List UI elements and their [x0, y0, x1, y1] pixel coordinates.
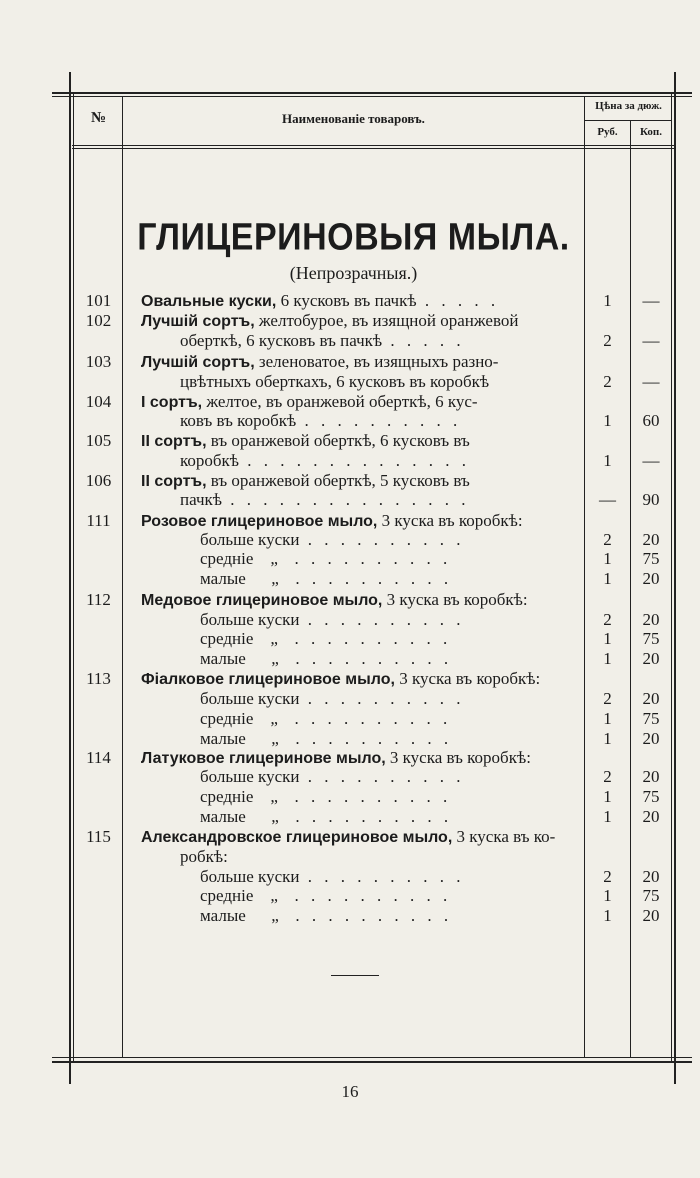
item-name: Лучшій сортъ,: [141, 354, 255, 371]
item-description: [180, 411, 574, 431]
leader-dots: . . . . . . . . . .: [278, 807, 453, 826]
table-row: [0, 906, 700, 926]
item-number: 104: [85, 392, 112, 411]
item-text: 3 куска въ коробкѣ:: [382, 590, 528, 609]
table-row: [0, 511, 700, 531]
table-row: [0, 471, 700, 491]
header-num-label: №: [90, 110, 107, 126]
price-kopecks: 20: [642, 569, 660, 588]
price-rubles: 1: [603, 549, 612, 568]
item-text: средніе „: [200, 787, 278, 806]
item-text: 3 куска въ коробкѣ:: [377, 511, 523, 530]
item-description: [200, 867, 574, 887]
header-kop-label: Коп.: [639, 126, 663, 138]
table-row: [0, 807, 700, 827]
table-row: [0, 569, 700, 589]
table-row: [0, 610, 700, 630]
price-rubles: 1: [603, 787, 612, 806]
price-rubles: 1: [603, 649, 612, 668]
item-description: [141, 352, 574, 373]
item-description: [180, 490, 574, 510]
item-description: [180, 847, 574, 867]
item-description: [200, 530, 574, 550]
table-row: [0, 729, 700, 749]
price-rubles: 1: [603, 629, 612, 648]
item-text: ковъ въ коробкѣ: [180, 411, 297, 430]
item-text: 3 куска въ коробкѣ:: [394, 669, 541, 688]
item-name: Медовое глицериновое мыло,: [141, 592, 383, 609]
item-number: 113: [86, 669, 111, 688]
item-text: пачкѣ: [180, 490, 223, 509]
leader-dots: . . . . . . . . . .: [299, 610, 465, 629]
leader-dots: . . . . . . . . . . . . . .: [239, 451, 471, 470]
item-text: малые „: [200, 807, 279, 826]
item-text: цвѣтныхъ оберткахъ, 6 кусковъ въ коробкѣ: [180, 372, 490, 391]
item-number: 102: [85, 311, 112, 330]
price-rubles: 1: [603, 291, 612, 310]
item-description: [180, 451, 574, 471]
item-description: [141, 431, 574, 452]
price-kopecks: —: [642, 291, 660, 310]
item-number: 115: [86, 827, 111, 846]
item-text: больше куски: [200, 867, 300, 886]
item-number: 105: [85, 431, 112, 450]
price-rubles: 1: [603, 729, 612, 748]
table-row: [0, 411, 700, 431]
price-rubles: 2: [603, 610, 612, 629]
item-text: больше куски: [200, 610, 300, 629]
table-row: [0, 549, 700, 569]
table-row: [0, 451, 700, 471]
item-text: малые „: [200, 569, 279, 588]
item-text: больше куски: [200, 767, 300, 786]
item-text: больше куски: [200, 689, 300, 708]
frame-top-rule-1: [52, 92, 692, 94]
item-description: [141, 311, 574, 332]
item-text: средніе „: [200, 709, 278, 728]
item-number: 114: [86, 748, 111, 767]
section-subtitle: (Непрозрачныя.): [289, 263, 418, 283]
leader-dots: . . . . . . . . . .: [299, 767, 465, 786]
leader-dots: . . . . . . . . . .: [299, 867, 465, 886]
item-number: 106: [85, 471, 112, 490]
item-text: въ оранжевой оберткѣ, 5 кусковъ въ: [206, 471, 470, 490]
item-description: [200, 709, 574, 729]
item-name: Лучшій сортъ,: [141, 313, 255, 330]
leader-dots: . . . . . . . . . .: [277, 886, 452, 905]
item-text: малые „: [200, 649, 279, 668]
frame-bottom-rule-1: [52, 1057, 692, 1058]
price-rubles: 2: [603, 689, 612, 708]
item-name: Овальные куски,: [141, 293, 277, 310]
leader-dots: . . . . . . . . . .: [277, 787, 452, 806]
leader-dots: . . . . . . . . . .: [296, 411, 462, 430]
price-rubles: 1: [603, 709, 612, 728]
price-rubles: 1: [603, 886, 612, 905]
price-rubles: 2: [603, 372, 612, 391]
item-name: Александровское глицериновое мыло,: [141, 829, 453, 846]
price-rubles: 2: [603, 530, 612, 549]
table-row: [0, 530, 700, 550]
price-kopecks: —: [642, 331, 660, 350]
price-rubles: 1: [603, 451, 612, 470]
price-kopecks: 75: [642, 787, 660, 806]
price-kopecks: 20: [642, 729, 660, 748]
table-row: [0, 886, 700, 906]
table-row: [0, 590, 700, 610]
item-description: [141, 511, 574, 532]
leader-dots: . . . . . . . . . .: [277, 549, 452, 568]
leader-dots: . . . . . . . . . .: [277, 629, 452, 648]
item-text: 6 кусковъ въ пачкѣ: [276, 291, 417, 310]
price-kopecks: 75: [642, 549, 660, 568]
frame-bottom-rule-2: [52, 1061, 692, 1063]
price-rubles: 1: [603, 807, 612, 826]
item-description: [141, 827, 574, 848]
price-rubles: 1: [603, 411, 612, 430]
item-description: [200, 569, 574, 589]
table-row: [0, 331, 700, 351]
section-end-rule: [331, 975, 379, 976]
item-description: [180, 331, 574, 351]
price-kopecks: 75: [642, 886, 660, 905]
leader-dots: . . . . . . . . . .: [299, 689, 465, 708]
table-row: [0, 291, 700, 311]
leader-dots: . . . . . . . . . . . . . . .: [222, 490, 470, 509]
item-description: [141, 669, 574, 690]
item-text: робкѣ:: [180, 847, 228, 866]
table-row: [0, 649, 700, 669]
price-kopecks: 75: [642, 629, 660, 648]
price-kopecks: 20: [642, 807, 660, 826]
item-text: коробкѣ: [180, 451, 240, 470]
item-name: I сортъ,: [141, 394, 203, 411]
leader-dots: . . . . . . . . . .: [277, 709, 452, 728]
table-row: [0, 709, 700, 729]
item-name: II сортъ,: [141, 473, 207, 490]
price-rubles: 1: [603, 569, 612, 588]
leader-dots: . . . . . . . . . .: [278, 649, 453, 668]
table-row: [0, 431, 700, 451]
item-text: 3 куска въ коробкѣ:: [385, 748, 531, 767]
item-text: желтобурое, въ изящной оранжевой: [254, 311, 519, 330]
table-row: [0, 669, 700, 689]
price-kopecks: —: [642, 451, 660, 470]
leader-dots: . . . . .: [416, 291, 500, 310]
item-number: 111: [86, 511, 111, 530]
table-row: [0, 372, 700, 392]
item-number: 103: [85, 352, 112, 371]
price-kopecks: 60: [642, 411, 660, 430]
item-description: [141, 590, 574, 611]
price-kopecks: 20: [642, 649, 660, 668]
item-name: Фіалковое глицериновое мыло,: [141, 671, 395, 688]
price-rubles: 2: [603, 331, 612, 350]
table-row: [0, 392, 700, 412]
item-description: [200, 787, 574, 807]
table-row: [0, 490, 700, 510]
table-row: [0, 847, 700, 867]
section-title: ГЛИЦЕРИНОВЫЯ МЫЛА.: [137, 215, 570, 259]
item-description: [180, 372, 574, 392]
price-kopecks: 20: [642, 906, 660, 925]
item-number: 112: [86, 590, 111, 609]
leader-dots: . . . . .: [382, 331, 465, 350]
item-number: 101: [85, 291, 112, 310]
table-row: [0, 748, 700, 768]
table-row: [0, 629, 700, 649]
header-rub-label: Руб.: [597, 126, 618, 138]
item-description: [200, 649, 574, 669]
item-text: желтое, въ оранжевой оберткѣ, 6 кус-: [202, 392, 478, 411]
item-description: [200, 610, 574, 630]
leader-dots: . . . . . . . . . .: [278, 569, 453, 588]
header-price-label: Цѣна за дюж.: [595, 100, 662, 112]
price-kopecks: —: [642, 372, 660, 391]
price-rubles: 2: [603, 867, 612, 886]
leader-dots: . . . . . . . . . .: [278, 729, 453, 748]
item-description: [200, 729, 574, 749]
table-row: [0, 767, 700, 787]
item-name: Розовое глицериновое мыло,: [141, 513, 378, 530]
table-row: [0, 689, 700, 709]
table-row: [0, 867, 700, 887]
item-text: средніе „: [200, 629, 278, 648]
item-text: въ оранжевой оберткѣ, 6 кусковъ въ: [206, 431, 470, 450]
price-kopecks: 90: [642, 490, 660, 509]
item-text: малые „: [200, 729, 279, 748]
leader-dots: . . . . . . . . . .: [299, 530, 465, 549]
item-description: [141, 291, 574, 312]
price-rubles: 2: [603, 767, 612, 786]
price-split-rule: [585, 120, 672, 121]
item-description: [141, 748, 574, 769]
item-description: [200, 689, 574, 709]
table-row: [0, 352, 700, 372]
item-description: [141, 392, 574, 413]
table-row: [0, 827, 700, 847]
item-description: [200, 906, 574, 926]
item-description: [200, 886, 574, 906]
item-text: средніе „: [200, 549, 278, 568]
item-text: средніе „: [200, 886, 278, 905]
item-description: [200, 629, 574, 649]
price-rubles: —: [599, 490, 616, 509]
frame-top-rule-2: [52, 96, 692, 97]
item-text: 3 куска въ ко-: [452, 827, 556, 846]
item-description: [200, 767, 574, 787]
item-name: Латуковое глицеринове мыло,: [141, 750, 386, 767]
price-kopecks: 20: [642, 530, 660, 549]
leader-dots: . . . . . . . . . .: [278, 906, 453, 925]
page-number: 16: [341, 1082, 359, 1101]
item-text: зеленоватое, въ изящныхъ разно-: [254, 352, 499, 371]
item-text: оберткѣ, 6 кусковъ въ пачкѣ: [180, 331, 383, 350]
item-description: [200, 549, 574, 569]
price-rubles: 1: [603, 906, 612, 925]
item-name: II сортъ,: [141, 433, 207, 450]
item-description: [200, 807, 574, 827]
item-description: [141, 471, 574, 492]
price-kopecks: 20: [642, 689, 660, 708]
item-text: малые „: [200, 906, 279, 925]
table-row: [0, 311, 700, 331]
price-kopecks: 20: [642, 867, 660, 886]
item-text: больше куски: [200, 530, 300, 549]
table-row: [0, 787, 700, 807]
price-kopecks: 75: [642, 709, 660, 728]
header-name-label: Наименованіе товаровъ.: [282, 111, 425, 126]
price-kopecks: 20: [642, 610, 660, 629]
price-kopecks: 20: [642, 767, 660, 786]
